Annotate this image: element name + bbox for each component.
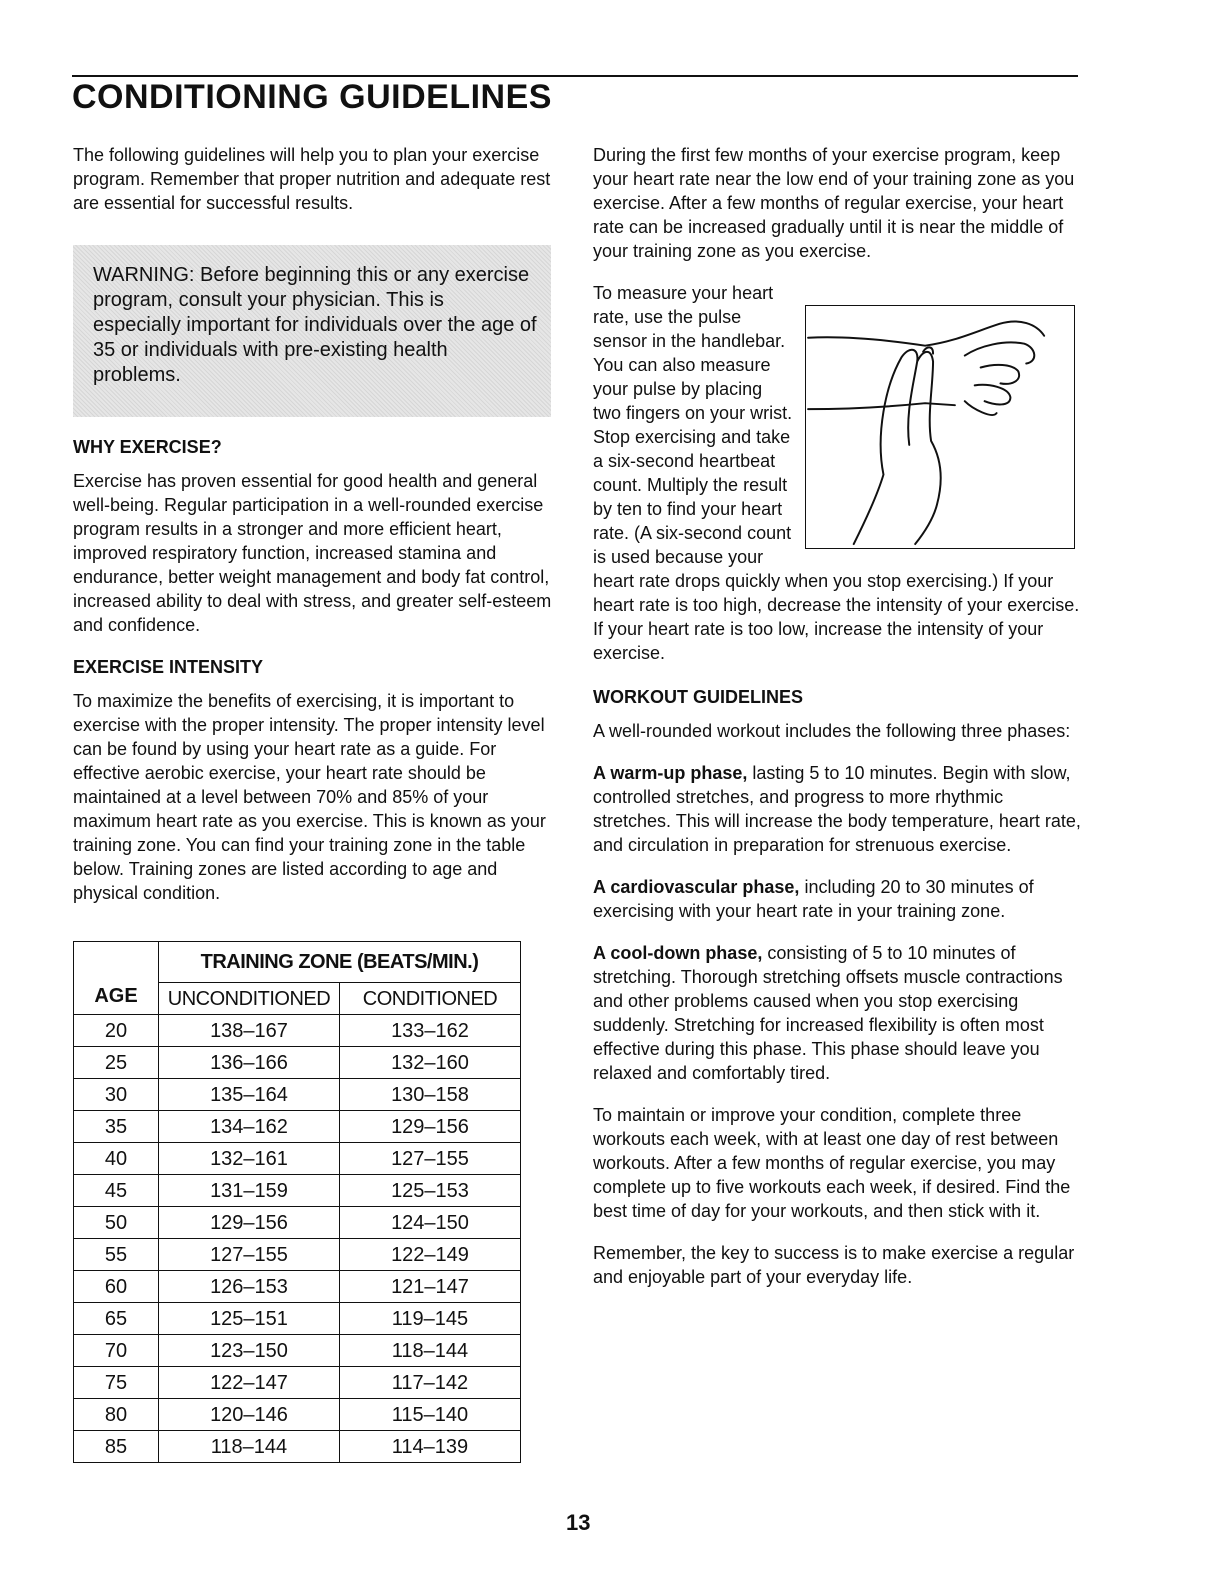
workout-guidelines-heading: WORKOUT GUIDELINES: [593, 687, 803, 707]
unconditioned-cell: 126–153: [159, 1271, 340, 1303]
unconditioned-cell: 125–151: [159, 1303, 340, 1335]
conditioned-cell: 124–150: [340, 1207, 521, 1239]
pulse-check-illustration: [805, 305, 1075, 549]
intro-paragraph: The following guidelines will help you to plan your exercise program. Remember that proper nutrition and adequate rest are essential for successful results.: [73, 145, 551, 213]
table-row: [74, 1367, 521, 1399]
maintain-paragraph: To maintain or improve your condition, complete three workouts each week, with at least one day of rest between workouts. After a few months of regular exercise, you may complete up to five workouts each week, if desired. Find the best time of day for your workouts, and then stick with it.: [593, 1105, 1071, 1221]
conditioned-cell: 132–160: [340, 1047, 521, 1079]
cardio-paragraph: [593, 875, 1083, 923]
training-zone-header: TRAINING ZONE (BEATS/MIN.): [159, 942, 521, 983]
table-row: [74, 1207, 521, 1239]
unconditioned-cell: 118–144: [159, 1431, 340, 1463]
age-cell: 40: [74, 1143, 159, 1175]
age-cell: 25: [74, 1047, 159, 1079]
age-cell: 55: [74, 1239, 159, 1271]
conditioned-cell: 125–153: [340, 1175, 521, 1207]
conditioned-cell: 129–156: [340, 1111, 521, 1143]
age-header: AGE: [74, 942, 159, 1015]
warning-box: WARNING: Before beginning this or any exercise program, consult your physician. This is especially important for individuals over the age of 35 or individuals with pre-existing health problems.: [73, 245, 551, 417]
page-title: CONDITIONING GUIDELINES: [72, 78, 552, 116]
age-cell: 85: [74, 1431, 159, 1463]
cardio-lead: A cardiovascular phase,: [593, 877, 800, 897]
conditioned-cell: 118–144: [340, 1335, 521, 1367]
cool-down-paragraph: [593, 941, 1083, 1085]
age-cell: 50: [74, 1207, 159, 1239]
pulse-fingers: [854, 350, 941, 544]
training-zone-table: [73, 941, 521, 1463]
age-cell: 65: [74, 1303, 159, 1335]
page-number: 13: [566, 1510, 591, 1535]
table-row: [74, 1111, 521, 1143]
unconditioned-cell: 136–166: [159, 1047, 340, 1079]
conditioned-cell: 115–140: [340, 1399, 521, 1431]
workout-intro-paragraph: A well-rounded workout includes the following three phases:: [593, 721, 1071, 741]
title-rule: [72, 75, 1078, 77]
first-months-paragraph: During the first few months of your exercise program, keep your heart rate near the low end of your training zone as you exercise. After a few months of regular exercise, your heart rate can be increased gradually until it is near the middle of your training zone as you exercise.: [593, 145, 1075, 261]
age-cell: 45: [74, 1175, 159, 1207]
conditioned-cell: 119–145: [340, 1303, 521, 1335]
why-exercise-heading: WHY EXERCISE?: [73, 437, 222, 457]
wrist-lower-edge: [808, 403, 955, 409]
age-cell: 60: [74, 1271, 159, 1303]
table-row: [74, 1335, 521, 1367]
table-row: [74, 1079, 521, 1111]
unconditioned-cell: 127–155: [159, 1239, 340, 1271]
warm-up-paragraph: [593, 761, 1083, 857]
cool-down-lead: A cool-down phase,: [593, 943, 763, 963]
training-zone-rows: [74, 1015, 521, 1463]
age-cell: 70: [74, 1335, 159, 1367]
conditioned-cell: 133–162: [340, 1015, 521, 1047]
measure-heart-rate-block: [593, 281, 1083, 665]
warm-up-text: lasting 5 to 10 minutes. Begin with slow, controlled stretches, and progress to more rhythmic stretches. This will increase the body temperature, heart rate, and circulation in preparation for strenuous exercise.: [593, 763, 1081, 855]
age-cell: 80: [74, 1399, 159, 1431]
table-row: [74, 1431, 521, 1463]
table-row: [74, 1175, 521, 1207]
unconditioned-cell: 122–147: [159, 1367, 340, 1399]
exercise-intensity-paragraph: To maximize the benefits of exercising, it is important to exercise with the proper intensity. The proper intensity level can be found by using your heart rate as a guide. For effective aerobic exercise, your heart rate should be maintained at a level between 70% and 85% of your maximum heart rate as you exercise. This is known as your training zone. You can find your training zone in the table below. Training zones are listed according to age and physical condition.: [73, 691, 546, 903]
table-row: [74, 1047, 521, 1079]
conditioned-cell: 122–149: [340, 1239, 521, 1271]
conditioned-cell: 130–158: [340, 1079, 521, 1111]
conditioned-cell: 127–155: [340, 1143, 521, 1175]
table-row: [74, 1239, 521, 1271]
why-exercise-paragraph: Exercise has proven essential for good health and general well-being. Regular participation in a well-rounded exercise program results in a stronger and more efficient heart, improved respiratory function, increased stamina and endurance, better weight management and body fat control, increased ability to deal with stress, and greater self-esteem and confidence.: [73, 471, 552, 635]
unconditioned-cell: 120–146: [159, 1399, 340, 1431]
conditioned-header: CONDITIONED: [340, 983, 521, 1015]
hand-fingers: [965, 342, 1034, 414]
conditioned-cell: 121–147: [340, 1271, 521, 1303]
remember-paragraph: Remember, the key to success is to make exercise a regular and enjoyable part of your everyday life.: [593, 1243, 1075, 1287]
unconditioned-cell: 134–162: [159, 1111, 340, 1143]
unconditioned-cell: 123–150: [159, 1335, 340, 1367]
table-row: [74, 1303, 521, 1335]
age-cell: 20: [74, 1015, 159, 1047]
warm-up-lead: A warm-up phase,: [593, 763, 748, 783]
unconditioned-cell: 132–161: [159, 1143, 340, 1175]
age-cell: 75: [74, 1367, 159, 1399]
measure-heart-rate-paragraph: To measure your heart rate, use the pulse sensor in the handlebar. You can also measure your pulse by placing two fingers on your wrist. Stop exercising and take a six-second heartbeat count. Multiply the result by ten to find your heart rate. (A six-second count is used because your heart rate drops quickly when you stop exercising.) If your heart rate is too high, decrease the intensity of your exercise. If your heart rate is too low, increase the intensity of your exercise.: [593, 283, 1080, 663]
age-cell: 30: [74, 1079, 159, 1111]
left-column: [73, 143, 557, 1463]
cool-down-text: consisting of 5 to 10 minutes of stretching. Thorough stretching offsets muscle contractions and other problems caused when you stop exercising suddenly. Stretching for increased flexibility is often most effective during this phase. This phase should leave you relaxed and comfortably tired.: [593, 943, 1063, 1083]
right-column: [593, 143, 1083, 1289]
table-row: [74, 1271, 521, 1303]
exercise-intensity-heading: EXERCISE INTENSITY: [73, 657, 264, 677]
conditioned-cell: 114–139: [340, 1431, 521, 1463]
age-cell: 35: [74, 1111, 159, 1143]
unconditioned-cell: 138–167: [159, 1015, 340, 1047]
conditioned-cell: 117–142: [340, 1367, 521, 1399]
unconditioned-header: UNCONDITIONED: [159, 983, 340, 1015]
unconditioned-cell: 129–156: [159, 1207, 340, 1239]
unconditioned-cell: 131–159: [159, 1175, 340, 1207]
table-row: [74, 1015, 521, 1047]
table-row: [74, 1143, 521, 1175]
cardio-text: including 20 to 30 minutes of exercising with your heart rate in your training zone.: [593, 877, 1034, 921]
table-row: [74, 1399, 521, 1431]
unconditioned-cell: 135–164: [159, 1079, 340, 1111]
